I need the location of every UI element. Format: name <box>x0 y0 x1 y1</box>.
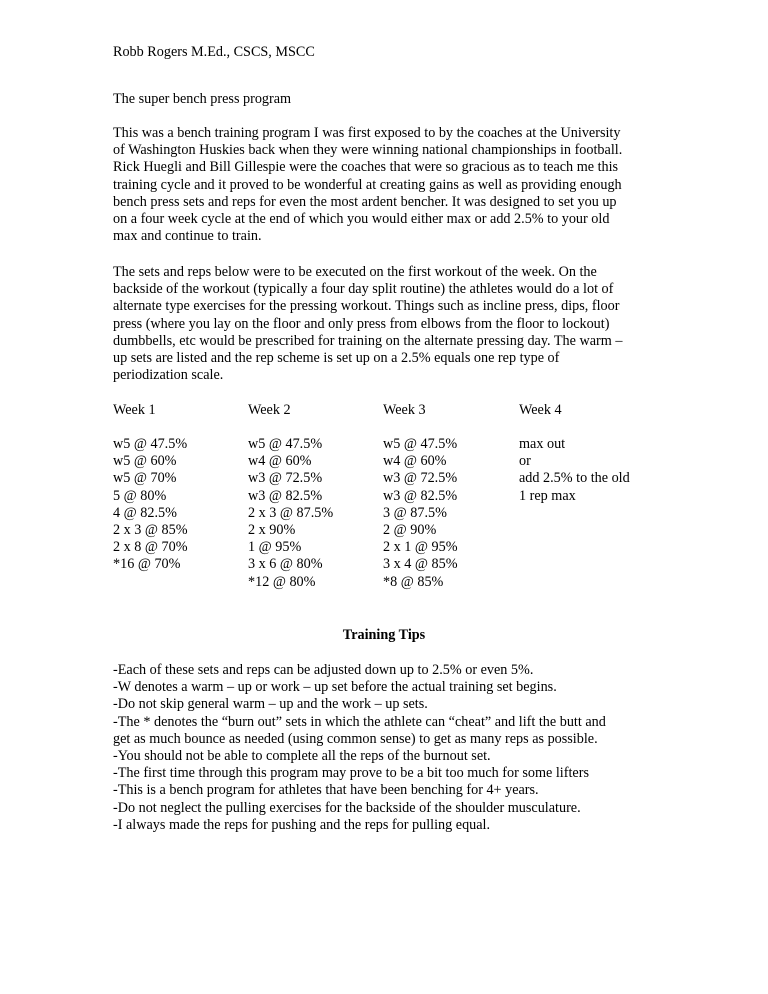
tip-line: -Do not skip general warm – up and the work – up sets. <box>113 696 428 713</box>
paragraph-line: The sets and reps below were to be executed on the first workout of the week. On the <box>113 264 597 280</box>
author-line: Robb Rogers M.Ed., CSCS, MSCC <box>113 44 315 60</box>
set-entry: 2 x 3 @ 85% <box>113 521 188 538</box>
set-entry: 2 x 1 @ 95% <box>383 539 458 556</box>
set-entry: 2 x 3 @ 87.5% <box>248 504 334 521</box>
weekly-program-table <box>113 402 673 602</box>
sets-reps-paragraph <box>113 264 658 384</box>
week-3-column <box>383 402 518 590</box>
set-entry: 3 x 4 @ 85% <box>383 556 458 573</box>
set-entry: w4 @ 60% <box>383 453 447 470</box>
tip-line: -You should not be able to complete all the reps of the burnout set. <box>113 747 491 764</box>
set-entry: w5 @ 47.5% <box>113 436 188 452</box>
set-entry: 2 @ 90% <box>383 521 437 538</box>
paragraph-line: dumbbells, etc would be prescribed for training on the alternate pressing day. The warm – <box>113 332 623 349</box>
week-sets-list <box>383 436 458 591</box>
set-entry: *16 @ 70% <box>113 556 181 573</box>
intro-paragraph <box>113 125 658 245</box>
week-heading: Week 2 <box>248 402 291 418</box>
tip-line: -The * denotes the “burn out” sets in which the athlete can “cheat” and lift the butt and <box>113 713 606 730</box>
tip-line: -This is a bench program for athletes that have been benching for 4+ years. <box>113 782 539 799</box>
week-heading: Week 4 <box>519 402 562 418</box>
week-heading: Week 1 <box>113 402 156 418</box>
tip-line: -The first time through this program may prove to be a bit too much for some lifters <box>113 765 589 782</box>
training-tips-list <box>113 662 673 834</box>
tip-line: -W denotes a warm – up or work – up set before the actual training set begins. <box>113 679 557 696</box>
set-entry: 1 rep max <box>519 487 576 504</box>
paragraph-line: training cycle and it proved to be wonderful at creating gains as well as providing enough <box>113 176 622 193</box>
set-entry: w3 @ 82.5% <box>248 487 323 504</box>
set-entry: or <box>519 453 531 470</box>
set-entry: w4 @ 60% <box>248 453 312 470</box>
set-entry: w3 @ 72.5% <box>248 470 323 487</box>
set-entry: 3 x 6 @ 80% <box>248 556 323 573</box>
set-entry: add 2.5% to the old <box>519 470 630 487</box>
week-sets-list <box>113 436 188 574</box>
set-entry: w3 @ 82.5% <box>383 487 458 504</box>
set-entry: 3 @ 87.5% <box>383 504 447 521</box>
week-sets-list <box>248 436 333 591</box>
set-entry: max out <box>519 436 566 452</box>
set-entry: w5 @ 47.5% <box>248 436 323 452</box>
tip-line: -Do not neglect the pulling exercises for the backside of the shoulder musculature. <box>113 799 581 816</box>
paragraph-line: periodization scale. <box>113 367 224 384</box>
tip-line: -I always made the reps for pushing and the reps for pulling equal. <box>113 816 491 833</box>
paragraph-line: alternate type exercises for the pressing workout. Things such as incline press, dips, floor <box>113 298 620 315</box>
tip-line: get as much bounce as needed (using common sense) to get as many reps as possible. <box>113 730 598 747</box>
paragraph-line: This was a bench training program I was first exposed to by the coaches at the University <box>113 125 621 141</box>
week-1-column <box>113 402 248 573</box>
paragraph-line: Rick Huegli and Bill Gillespie were the coaches that were so gracious as to teach me this <box>113 159 619 176</box>
set-entry: *12 @ 80% <box>248 573 316 590</box>
paragraph-line: up sets are listed and the rep scheme is set up on a 2.5% equals one rep type of <box>113 350 560 367</box>
set-entry: 2 x 8 @ 70% <box>113 539 188 556</box>
set-entry: 4 @ 82.5% <box>113 504 177 521</box>
document-title: The super bench press program <box>113 91 292 107</box>
set-entry: w5 @ 70% <box>113 470 177 487</box>
week-4-column <box>519 402 654 504</box>
paragraph-line: press (where you lay on the floor and only press from elbows from the floor to lockout) <box>113 315 610 332</box>
training-tips-heading: Training Tips <box>342 627 426 643</box>
paragraph-line: bench press sets and reps for even the most ardent bencher. It was designed to set you up <box>113 193 617 210</box>
set-entry: w3 @ 72.5% <box>383 470 458 487</box>
paragraph-line: of Washington Huskies back when they were winning national championships in football. <box>113 142 623 159</box>
week-heading: Week 3 <box>383 402 426 418</box>
set-entry: w5 @ 60% <box>113 453 177 470</box>
paragraph-line: backside of the workout (typically a four day split routine) the athletes would do a lot of <box>113 281 614 298</box>
week-2-column <box>248 402 383 590</box>
tip-line: -Each of these sets and reps can be adjusted down up to 2.5% or even 5%. <box>113 662 534 678</box>
set-entry: w5 @ 47.5% <box>383 436 458 452</box>
set-entry: 1 @ 95% <box>248 539 302 556</box>
paragraph-line: max and continue to train. <box>113 228 262 245</box>
set-entry: 2 x 90% <box>248 521 296 538</box>
set-entry: 5 @ 80% <box>113 487 167 504</box>
paragraph-line: on a four week cycle at the end of which you would either max or add 2.5% to your old <box>113 211 610 228</box>
week-sets-list <box>519 436 630 505</box>
set-entry: *8 @ 85% <box>383 573 444 590</box>
